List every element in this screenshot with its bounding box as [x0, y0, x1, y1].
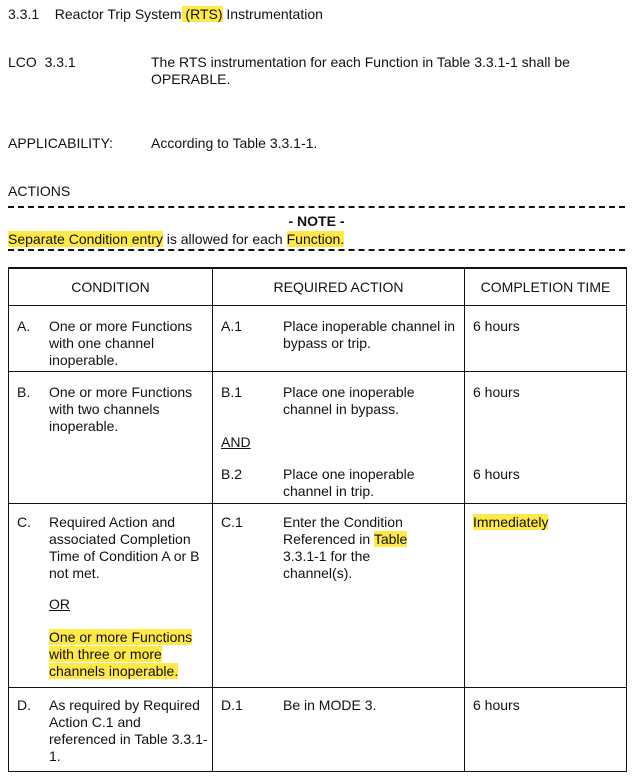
- condition-highlight: One or more Functions with three or more channels inoperable.: [49, 629, 193, 679]
- lco-text: The RTS instrumentation for each Function in Table 3.3.1-1 shall be OPERABLE.: [151, 54, 570, 87]
- action-text: Place one inoperable channel in trip.: [283, 466, 415, 499]
- note-highlight-1: Separate Condition entry: [8, 231, 163, 247]
- action-text-pre: Enter the Condition Referenced in: [283, 514, 403, 547]
- note-title: - NOTE -: [288, 213, 345, 229]
- header-condition: CONDITION: [9, 268, 213, 306]
- action-number: D.1: [221, 697, 243, 713]
- note-middle: is allowed for each: [162, 231, 287, 247]
- condition-text: As required by Required Action C.1 and referenced in Table 3.3.1-1.: [49, 697, 208, 764]
- condition-letter: D.: [17, 697, 31, 713]
- applicability-text: According to Table 3.3.1-1.: [151, 135, 318, 151]
- action-text: Be in MODE 3.: [283, 697, 377, 713]
- completion-time-highlight: Immediately: [473, 514, 549, 530]
- table-row: [9, 688, 627, 772]
- action-text: Place inoperable channel in bypass or trip.: [283, 318, 456, 351]
- section-title-suffix: Instrumentation: [222, 6, 323, 22]
- section-title: [8, 6, 323, 23]
- header-completion-time: COMPLETION TIME: [465, 268, 627, 306]
- header-required-action: REQUIRED ACTION: [213, 268, 465, 306]
- section-number: 3.3.1: [8, 6, 40, 22]
- completion-time: 6 hours: [473, 384, 520, 400]
- note-highlight-2: Function.: [286, 231, 345, 247]
- actions-table: [8, 267, 627, 772]
- condition-letter: B.: [17, 384, 31, 400]
- completion-time: 6 hours: [473, 318, 520, 334]
- condition-letter: C.: [17, 514, 31, 530]
- action-text-post: 3.3.1-1 for the channel(s).: [283, 548, 371, 581]
- action-text: [283, 514, 423, 582]
- condition-letter: A.: [17, 318, 31, 334]
- action-number: B.1: [221, 384, 243, 400]
- note-top-divider: [8, 206, 625, 208]
- applicability-label: APPLICABILITY:: [8, 135, 114, 151]
- completion-time: 6 hours: [473, 466, 520, 482]
- action-number: C.1: [221, 514, 243, 530]
- note-text: [8, 231, 344, 248]
- condition-text: Required Action and associated Completion Time of Condition A or B not met.: [49, 514, 200, 581]
- note-bottom-divider: [8, 249, 625, 251]
- table-row: [9, 372, 627, 504]
- and-connector: AND: [221, 434, 251, 450]
- completion-time: 6 hours: [473, 697, 520, 713]
- action-number: B.2: [221, 466, 243, 482]
- condition-text: One or more Functions with two channels inoperable.: [49, 384, 193, 434]
- table-row: [9, 306, 627, 372]
- action-text: Place one inoperable channel in bypass.: [283, 384, 415, 417]
- section-title-highlight: (RTS): [181, 6, 223, 22]
- condition-text: One or more Functions with one channel inoperable.: [49, 318, 193, 368]
- condition-text-2: [49, 629, 204, 680]
- completion-time: [473, 514, 548, 531]
- action-number: A.1: [221, 318, 243, 334]
- or-connector: OR: [49, 596, 70, 612]
- action-text-highlight: Table: [373, 531, 408, 547]
- section-title-prefix: Reactor Trip System: [54, 6, 182, 22]
- table-row: [9, 504, 627, 688]
- table-header-row: [9, 268, 627, 306]
- lco-label: LCO 3.3.1: [8, 54, 76, 70]
- actions-heading: ACTIONS: [8, 183, 71, 199]
